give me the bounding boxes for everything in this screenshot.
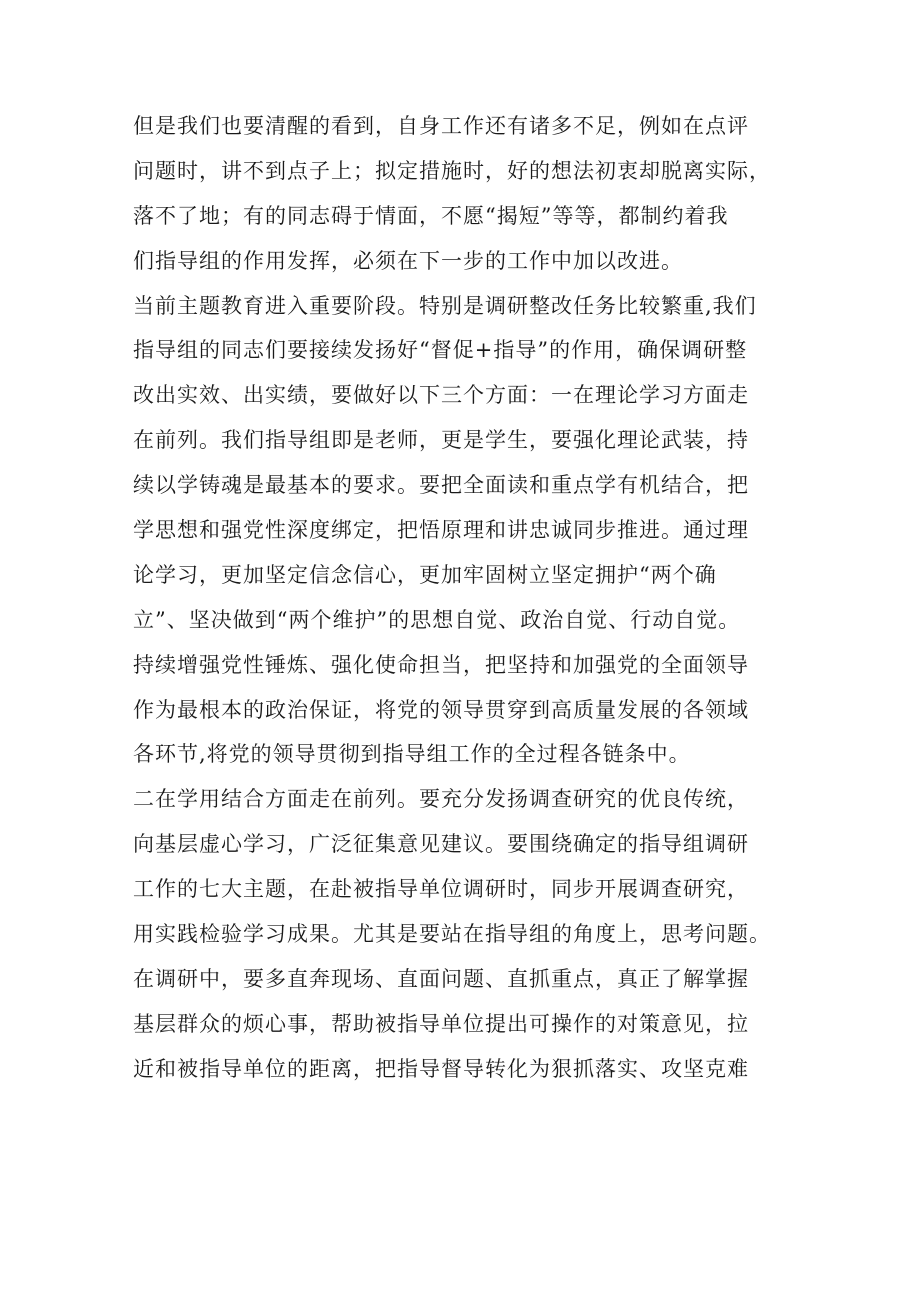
body-text xyxy=(133,104,803,1092)
text-line: 在调研中，要多直奔现场、直面问题、直抓重点，真正了解掌握 xyxy=(133,966,749,991)
text-line: 改出实效、出实绩，要做好以下三个方面：一在理论学习方面走 xyxy=(133,383,749,408)
text-line: 持续增强党性锤炼、强化使命担当，把坚持和加强党的全面领导 xyxy=(133,652,749,677)
text-line: 落不了地；有的同志碍于情面，不愿“揭短”等等，都制约着我 xyxy=(133,203,729,228)
text-line: 立”、坚决做到“两个维护”的思想自觉、政治自觉、行动自觉。 xyxy=(133,607,741,632)
text-line: 们指导组的作用发挥，必须在下一步的工作中加以改进。 xyxy=(133,248,683,273)
text-line: 二在学用结合方面走在前列。要充分发扬调查研究的优良传统， xyxy=(133,787,749,812)
text-line: 当前主题教育进入重要阶段。特别是调研整改任务比较繁重,我们 xyxy=(133,293,757,318)
text-line: 学思想和强党性深度绑定，把悟原理和讲忠诚同步推进。通过理 xyxy=(133,518,749,543)
text-line: 各环节,将党的领导贯彻到指导组工作的全过程各链条中。 xyxy=(133,742,691,767)
text-line: 用实践检验学习成果。尤其是要站在指导组的角度上，思考问题。 xyxy=(133,922,771,947)
text-line: 但是我们也要清醒的看到，自身工作还有诸多不足，例如在点评 xyxy=(133,114,749,138)
text-line: 向基层虚心学习，广泛征集意见建议。要围绕确定的指导组调研 xyxy=(133,832,749,857)
text-line: 指导组的同志们要接续发扬好“督促+指导”的作用，确保调研整 xyxy=(133,338,748,363)
text-line: 在前列。我们指导组即是老师，更是学生，要强化理论武装，持 xyxy=(133,428,749,453)
text-line: 近和被指导单位的距离，把指导督导转化为狠抓落实、攻坚克难 xyxy=(133,1056,749,1081)
text-line: 问题时，讲不到点子上；拟定措施时，好的想法初衷却脱离实际， xyxy=(133,158,771,183)
text-line: 作为最根本的政治保证，将党的领导贯穿到高质量发展的各领域 xyxy=(133,697,749,722)
text-line: 论学习，更加坚定信念信心，更加牢固树立坚定拥护“两个确 xyxy=(133,562,717,587)
text-line: 基层群众的烦心事，帮助被指导单位提出可操作的对策意见，拉 xyxy=(133,1011,749,1036)
text-line: 续以学铸魂是最基本的要求。要把全面读和重点学有机结合，把 xyxy=(133,473,749,498)
text-line: 工作的七大主题，在赴被指导单位调研时，同步开展调查研究， xyxy=(133,877,749,902)
